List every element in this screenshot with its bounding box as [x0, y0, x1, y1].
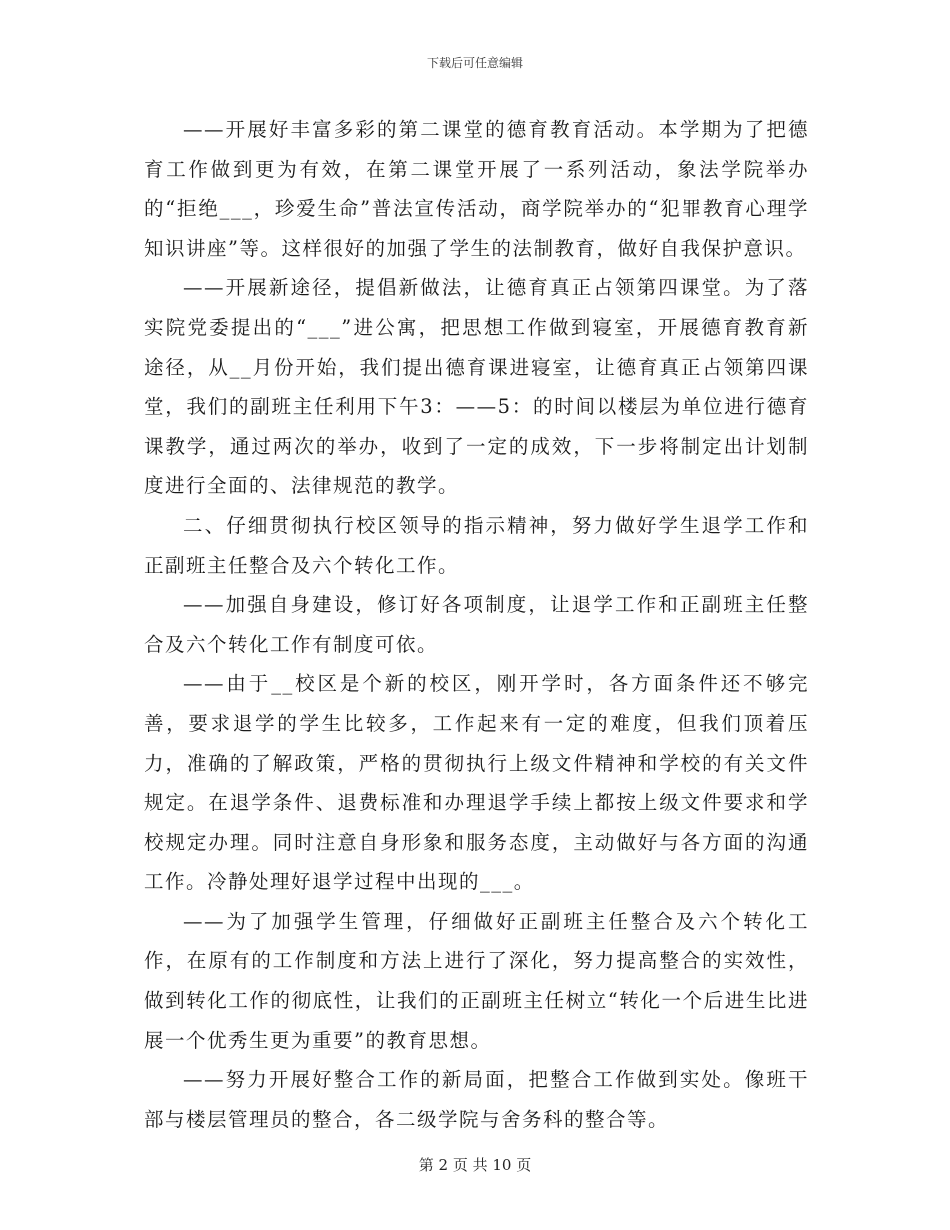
paragraph-second-classroom: ——开展好丰富多彩的第二课堂的德育教育活动。本学期为了把德育工作做到更为有效，在第二课堂开展了一系列活动，象法学院举办的“拒绝___，珍爱生命”普法宣传活动，商学院举办的“犯罪教育心理学知识讲座”等。这样很好的加强了学生的法制教育，做好自我保护意识。 [144, 118, 809, 260]
paragraph-self-building: ——加强自身建设，修订好各项制度，让退学工作和正副班主任整合及六个转化工作有制度可依。 [144, 593, 809, 656]
paragraph-fourth-classroom: ——开展新途径，提倡新做法，让德育真正占领第四课堂。为了落实院党委提出的“___”进公寓，把思想工作做到寝室，开展德育教育新途径，从__月份开始，我们提出德育课进寝室，让德育真正占领第四课堂，我们的副班主任利用下午3：——5：的时间以楼层为单位进行德育课教学，通过两次的举办，收到了一定的成效，下一步将制定出计划制度进行全面的、法律规范的教学。 [144, 276, 809, 498]
paragraph-withdrawal-work: ——由于__校区是个新的校区，刚开学时，各方面条件还不够完善，要求退学的学生比较多，工作起来有一定的难度，但我们顶着压力，准确的了解政策，严格的贯彻执行上级文件精神和学校的有关文件规定。在退学条件、退费标准和办理退学手续上都按上级文件要求和学校规定办理。同时注意自身形象和服务态度，主动做好与各方面的沟通工作。冷静处理好退学过程中出现的___。 [144, 672, 809, 894]
paragraph-student-management: ——为了加强学生管理，仔细做好正副班主任整合及六个转化工作，在原有的工作制度和方法上进行了深化，努力提高整合的实效性，做到转化工作的彻底性，让我们的正副班主任树立“转化一个后进生比进展一个优秀生更为重要”的教育思想。 [144, 909, 809, 1052]
page-footer: 第 2 页 共 10 页 [418, 1156, 532, 1174]
document-body [144, 110, 809, 1139]
page-header: 下载后可任意编辑 [426, 56, 523, 70]
paragraph-integration-work: ——努力开展好整合工作的新局面，把整合工作做到实处。像班干部与楼层管理员的整合，各二级学院与舍务科的整合等。 [144, 1068, 809, 1131]
section-heading-two: 二、仔细贯彻执行校区领导的指示精神，努力做好学生退学工作和正副班主任整合及六个转化工作。 [144, 513, 809, 577]
